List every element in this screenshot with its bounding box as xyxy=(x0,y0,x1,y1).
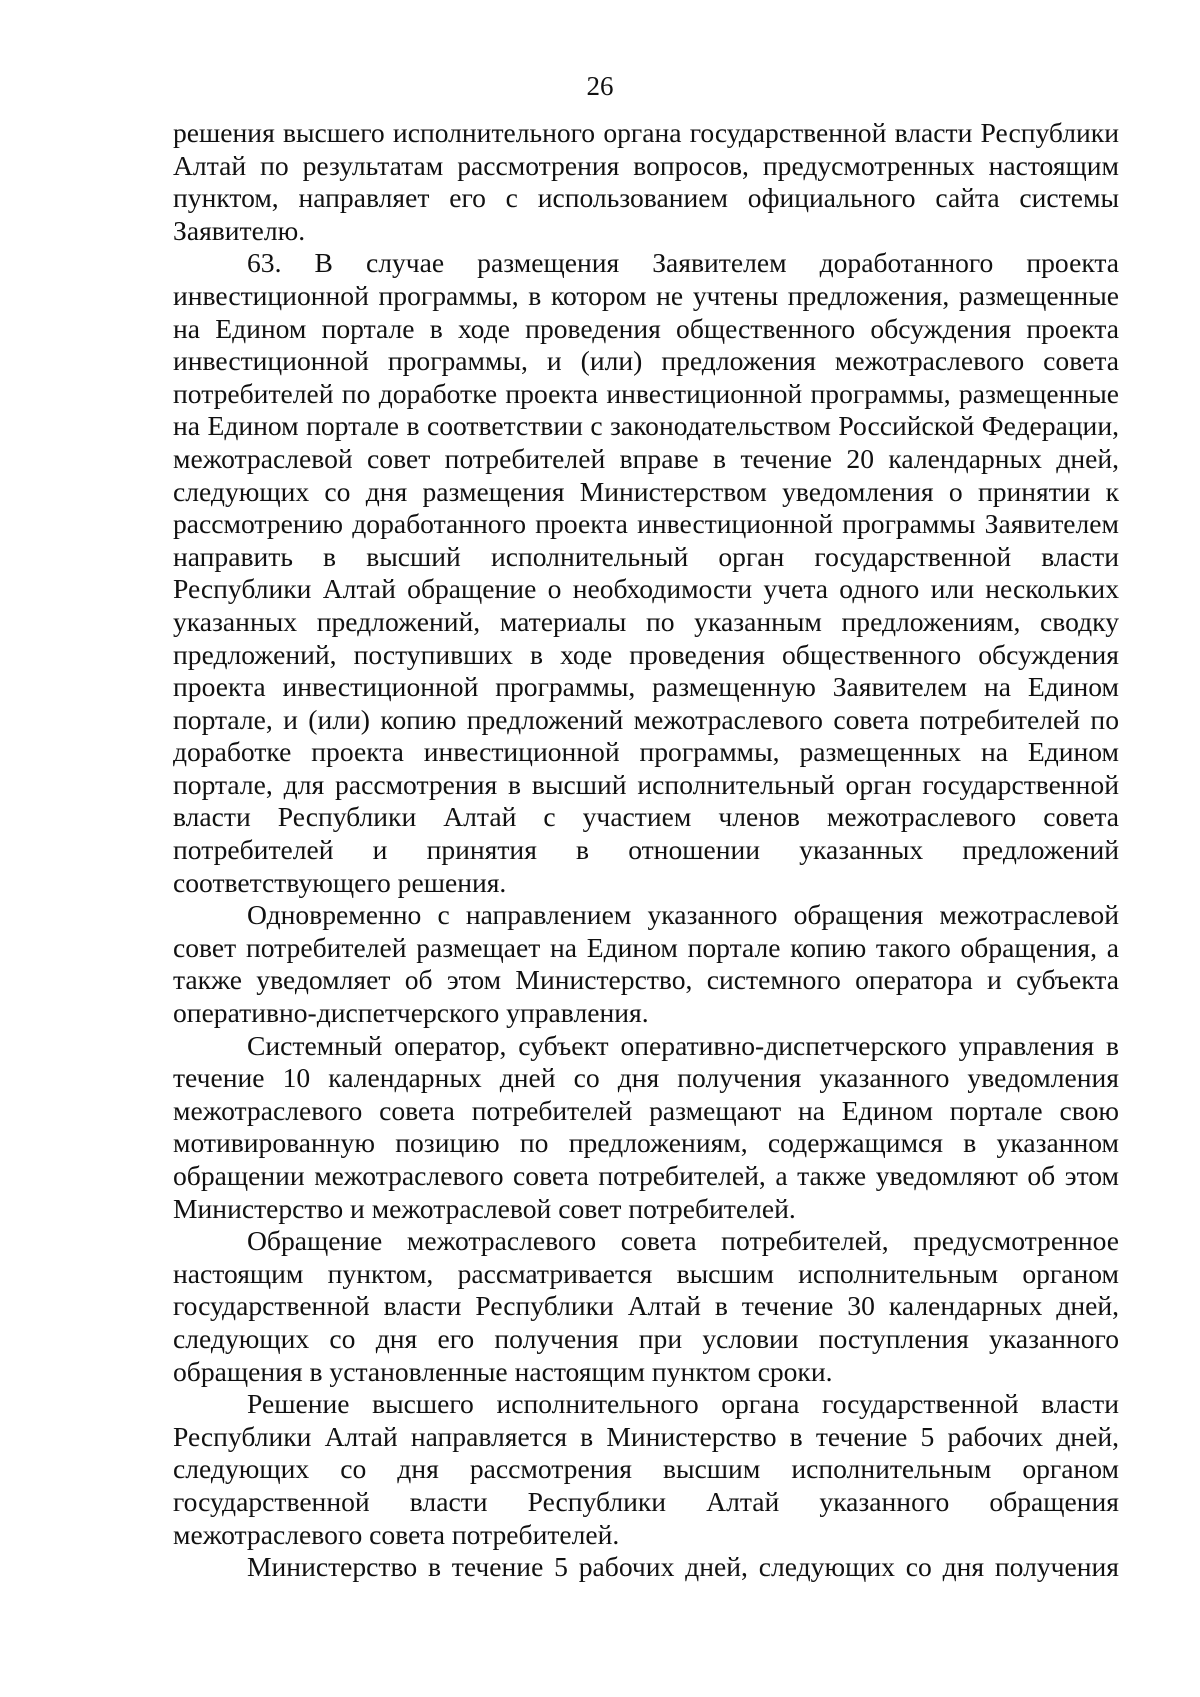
paragraph-appeal-review: Обращение межотраслевого совета потребителей, предусмотренное настоящим пунктом, рассматривается высшим исполнительным органом государственной власти Республики Алтай в течение 30 календарных дней, следующих со дня его получения при условии поступления указанного обращения в установленные настоящим пунктом сроки. xyxy=(173,1225,1119,1387)
page-number: 26 xyxy=(586,71,614,101)
paragraph-system-operator: Системный оператор, субъект оперативно-диспетчерского управления в течение 10 календарных дней со дня получения указанного уведомления межотраслевого совета потребителей размещают на Едином портале свою мотивированную позицию по предложениям, содержащимся в указанном обращении межотраслевого совета потребителей, а также уведомляют об этом Министерство и межотраслевой совет потребителей. xyxy=(173,1029,1119,1224)
paragraph-simultaneous-notice: Одновременно с направлением указанного обращения межотраслевой совет потребителей размещает на Едином портале копию такого обращения, а также уведомляет об этом Министерство, системного оператора и субъекта оперативно-диспетчерского управления. xyxy=(173,899,1119,1029)
paragraph-item-63: 63. В случае размещения Заявителем доработанного проекта инвестиционной программы, в котором не учтены предложения, размещенные на Едином портале в ходе проведения общественного обсуждения проекта инвестиционной программы, и (или) предложения межотраслевого совета потребителей по доработке проекта инвестиционной программы, размещенные на Едином портале в соответствии с законодательством Российской Федерации, межотраслевой совет потребителей вправе в течение 20 календарных дней, следующих со дня размещения Министерством уведомления о принятии к рассмотрению доработанного проекта инвестиционной программы Заявителем направить в высший исполнительный орган государственной власти Республики Алтай обращение о необходимости учета одного или нескольких указанных предложений, материалы по указанным предложениям, сводку предложений, поступивших в ходе проведения общественного обсуждения проекта инвестиционной программы, размещенную Заявителем на Едином портале, и (или) копию предложений межотраслевого совета потребителей по доработке проекта инвестиционной программы, размещенных на Едином портале, для рассмотрения в высший исполнительный орган государственной власти Республики Алтай с участием членов межотраслевого совета потребителей и принятия в отношении указанных предложений соответствующего решения. xyxy=(173,247,1119,898)
paragraph-decision: Решение высшего исполнительного органа государственной власти Республики Алтай направляется в Министерство в течение 5 рабочих дней, следующих со дня рассмотрения высшим исполнительным органом государственной власти Республики Алтай указанного обращения межотраслевого совета потребителей. xyxy=(173,1388,1119,1550)
paragraph-ministry: Министерство в течение 5 рабочих дней, следующих со дня получения xyxy=(247,1551,1119,1583)
paragraph-continuation: решения высшего исполнительного органа государственной власти Республики Алтай по результатам рассмотрения вопросов, предусмотренных настоящим пунктом, направляет его с использованием официального сайта системы Заявителю. xyxy=(173,117,1119,246)
document-body xyxy=(173,117,1119,1584)
